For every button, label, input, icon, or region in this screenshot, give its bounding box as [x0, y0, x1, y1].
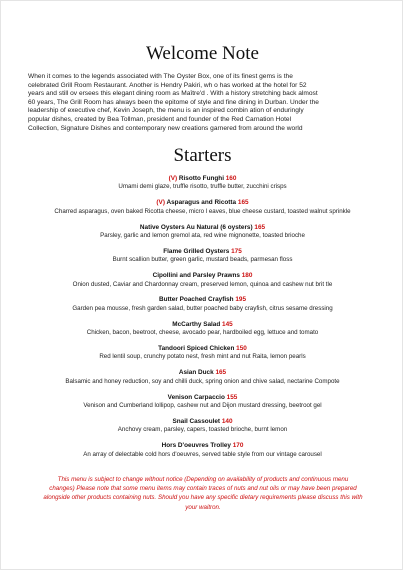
dish-description: Garden pea mousse, fresh garden salad, butter poached baby crayfish, citrus sesame dressing: [72, 304, 333, 312]
dish-name-line: [1, 296, 403, 304]
dish-name-line: [1, 199, 403, 207]
welcome-title: Welcome Note: [146, 43, 259, 64]
dish-price: 175: [231, 247, 242, 255]
dish-name-line: [1, 442, 403, 450]
menu-item: [1, 418, 403, 442]
dish-name-line: [1, 272, 403, 280]
dish-price: 170: [232, 442, 244, 450]
dish-description: Chicken, bacon, beetroot, cheese, avocado pear, hardboiled egg, lettuce and tomato: [86, 329, 319, 337]
dish-price: 195: [235, 296, 247, 304]
intro-line: Collection, Signature Dishes and contemporary new creations garnered from around the world: [28, 124, 303, 132]
intro-line: 60 years, The Grill Room has always been the epitome of style and fine dining in Durban. Under the: [28, 98, 319, 106]
intro-line: celebrated Grill Room Restaurant. Another is Hendry Pakiri, wh o has worked at the hotel for 52: [28, 81, 307, 89]
menu-item: [1, 394, 403, 418]
dish-name: Flame Grilled Oysters: [163, 247, 230, 255]
dish-description: Balsamic and honey reduction, soy and chilli duck, spring onion and chive salad, nectarine Compote: [65, 377, 340, 385]
dish-name-line: [1, 394, 403, 402]
dish-name: Native Oysters Au Natural (6 oysters): [139, 223, 253, 231]
dish-price: 150: [236, 345, 247, 353]
dish-name-line: [1, 345, 403, 353]
dish-name-line: [1, 248, 403, 256]
dish-price: 145: [222, 320, 233, 328]
menu-item: [1, 175, 403, 199]
dish-price: 160: [225, 175, 237, 182]
dish-price: 140: [221, 417, 233, 425]
dish-description: Charred asparagus, oven baked Ricotta cheese, micro l eaves, blue cheese custard, toasted walnut sprinkle: [54, 207, 351, 215]
dish-price: 180: [241, 272, 253, 280]
dish-name-line: [1, 175, 403, 183]
dish-price: 165: [237, 199, 249, 207]
intro-line: When it comes to the legends associated with The Oyster Box, one of its finest gems is the: [28, 73, 293, 80]
menu-item: [1, 272, 403, 296]
dish-price: 165: [254, 223, 266, 231]
dish-description: Onion dusted, Caviar and Chardonnay cream, preserved lemon, quinoa and cashew nut brit tle: [72, 280, 333, 288]
notice-line: This menu is subject to change without notice (Depending on availability of products and continuous menu: [57, 476, 349, 483]
notice-line: alongside other products containing nuts. Should you have any specific dietary requirements please discuss this with: [43, 494, 363, 502]
dish-name: Snail Cassoulet: [172, 417, 221, 425]
dish-name-line: [1, 418, 403, 426]
dish-name: Hors D'oeuvres Trolley: [161, 442, 231, 450]
intro-line: leadership of executive chef, Kevin Joseph, the menu is an inspired combin ation of enduringly: [28, 107, 304, 115]
starters-list: [1, 175, 403, 467]
dish-description: Red lentil soup, crunchy potato nest, fresh mint and nut Raita, lemon pearls: [99, 353, 306, 361]
vegetarian-marker: (V): [168, 175, 178, 182]
dish-description: Parsley, garlic and lemon gremol ata, red wine mignonette, toasted brioche: [100, 232, 305, 239]
dish-name: Risotto Funghi: [178, 175, 224, 182]
dish-name: Butter Poached Crayfish: [158, 296, 234, 304]
dish-description: Venison and Cumberland lollipop, cashew nut and Dijon mustard dressing, beetroot gel: [83, 402, 322, 410]
menu-item: [1, 321, 403, 345]
dish-description: An array of delectable cold hors d'oeuvres, served table style from our vintage carousel: [83, 450, 322, 458]
dish-name: Asian Duck: [178, 369, 214, 377]
dish-name: Venison Carpaccio: [167, 393, 225, 401]
menu-item: [1, 296, 403, 320]
dish-name-line: [1, 224, 403, 232]
allergen-notice: [23, 475, 383, 512]
dish-name: McCarthy Salad: [172, 320, 221, 328]
vegetarian-marker: (V): [156, 199, 165, 207]
dish-name: Asparagus and Ricotta: [166, 199, 237, 207]
intro-line: popular dishes, created by Bea Tollman, president and founder of the Red Carnation Hotel: [28, 115, 292, 123]
dish-name-line: [1, 321, 403, 329]
dish-price: 155: [226, 393, 238, 401]
menu-item: [1, 369, 403, 393]
menu-item: [1, 345, 403, 369]
notice-line: your waitron.: [185, 503, 221, 511]
notice-line: changes) Please note that some menu items may contain traces of nuts and nut oils or may have been prepared: [49, 485, 357, 493]
dish-price: 165: [215, 369, 227, 377]
dish-description: Umami demi glaze, truffle risotto, truffle butter, zucchini crisps: [118, 183, 287, 191]
dish-name: Cipollini and Parsley Prawns: [152, 272, 240, 280]
dish-description: Burnt scallion butter, green garlic, mustard beads, parmesan floss: [112, 256, 293, 264]
starters-title: Starters: [173, 145, 232, 166]
intro-line: years and still ov ersees this elegant dining room as Maître'd . With a history stretching back almost: [28, 90, 318, 98]
menu-item: [1, 442, 403, 466]
welcome-intro: [28, 73, 378, 133]
dish-name: Tandoori Spiced Chicken: [158, 345, 235, 353]
menu-item: [1, 248, 403, 272]
menu-item: [1, 199, 403, 223]
dish-name-line: [1, 369, 403, 377]
dish-description: Anchovy cream, parsley, capers, toasted brioche, burnt lemon: [117, 426, 288, 434]
menu-item: [1, 224, 403, 248]
